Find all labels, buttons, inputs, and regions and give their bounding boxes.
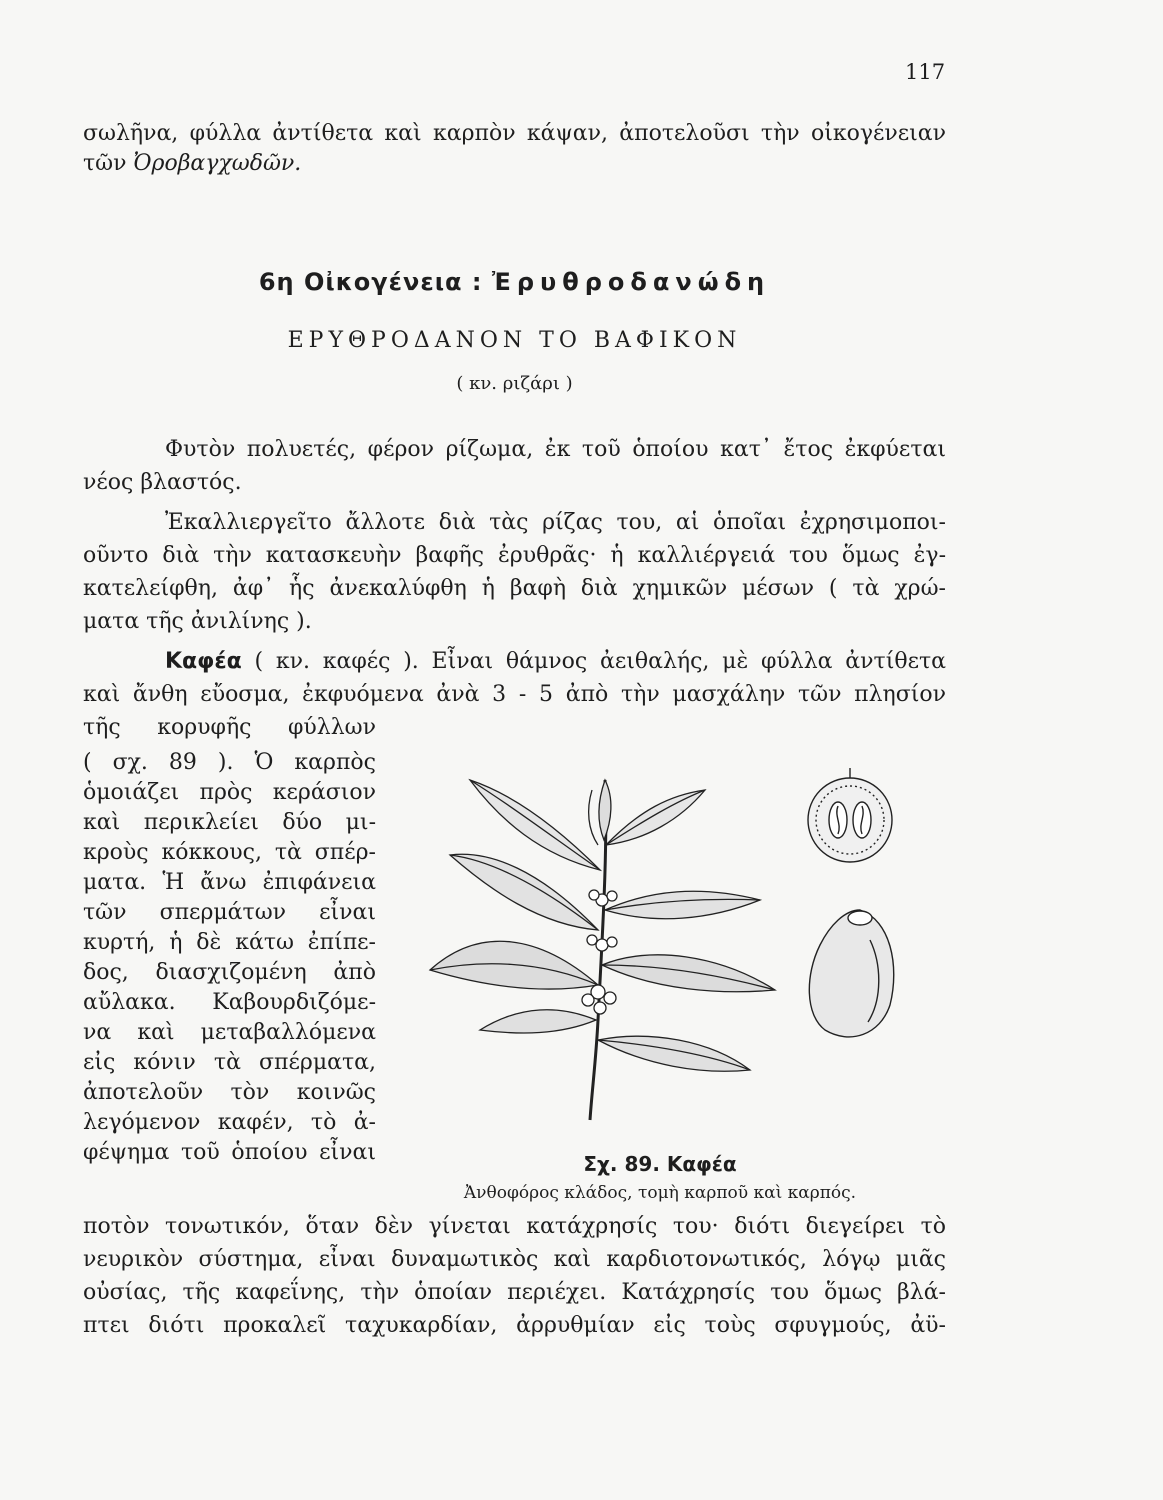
column-line: ( σχ. 89 ). Ὁ καρπὸς — [83, 750, 376, 775]
column-line: ματα. Ἡ ἄνω ἐπιφάνεια — [83, 870, 376, 895]
page-number: 117 — [905, 60, 946, 84]
column-line: καὶ περικλείει δύο μι- — [83, 810, 376, 835]
closing-line-2: νευρικὸν σύστημα, εἶναι δυναμωτικὸς καὶ καρδιοτονωτικός, λόγῳ μιᾶς — [83, 1247, 946, 1272]
paragraph3-line-1-rest: ( κν. καφές ). Εἶναι θάμνος ἀειθαλής, μὲ φύλλα ἀντίθετα — [241, 649, 946, 674]
column-line: φέψημα τοῦ ὁποίου εἶναι — [83, 1140, 376, 1165]
column-line: να καὶ μεταβαλλόμενα — [83, 1020, 376, 1045]
paragraph1-line-1: Φυτὸν πολυετές, φέρον ρίζωμα, ἐκ τοῦ ὁποίου κατ᾽ ἔτος ἐκφύεται — [165, 437, 946, 462]
coffee-term: Καφέα — [165, 649, 242, 674]
intro-line-1: σωλῆνα, φύλλα ἀντίθετα καὶ καρπὸν κάψαν, ἀποτελοῦσι τὴν οἰκογένειαν — [83, 121, 946, 146]
column-line: αὔλακα. Καβουρδιζόμε- — [83, 990, 376, 1015]
column-line: εἰς κόνιν τὰ σπέρματα, — [83, 1050, 376, 1075]
paragraph2-line-3: κατελείφθη, ἀφ᾽ ἧς ἀνεκαλύφθη ἡ βαφὴ διὰ χημικῶν μέσων ( τὰ χρώ- — [83, 576, 946, 601]
intro-line-2-start: τῶν — [83, 151, 134, 176]
column-line: κυρτή, ἡ δὲ κάτω ἐπίπε- — [83, 930, 376, 955]
paragraph3-line-2: καὶ ἄνθη εὔοσμα, ἐκφυόμενα ἀνὰ 3 - 5 ἀπὸ τὴν μασχάλην τῶν πλησίον — [83, 682, 946, 707]
column-line: κροὺς κόκκους, τὰ σπέρ- — [83, 840, 376, 865]
figure-caption-text: Ἀνθοφόρος κλάδος, τομὴ καρποῦ καὶ καρπός. — [463, 1183, 857, 1203]
family-heading-name: Ἐρυθροδανώδη — [491, 268, 771, 296]
closing-line-4: πτει διότι προκαλεῖ ταχυκαρδίαν, ἀρρυθμίαν εἰς τοὺς σφυγμούς, ἀϋ- — [83, 1313, 946, 1338]
paragraph2-line-1: Ἐκαλλιεργεῖτο ἄλλοτε διὰ τὰς ρίζας του, αἱ ὁποῖαι ἐχρησιμοποι- — [165, 510, 946, 535]
column-line: λεγόμενον καφέν, τὸ ἀ- — [83, 1110, 376, 1135]
column-line: δος, διασχιζομένη ἀπὸ — [83, 960, 376, 985]
figure-caption-title: Σχ. 89. Καφέα — [583, 1152, 737, 1176]
paragraph2-line-4: ματα τῆς ἀνιλίνης ). — [83, 609, 312, 634]
column-line: τῶν σπερμάτων εἶναι — [83, 900, 376, 925]
paragraph2-line-2: οῦντο διὰ τὴν κατασκευὴν βαφῆς ἐρυθρᾶς· ἡ καλλιέργειά του ὅμως ἐγ- — [83, 543, 946, 568]
paragraph3-line-1 — [83, 647, 946, 677]
coffee-branch-illustration — [420, 760, 940, 1130]
family-heading — [83, 268, 946, 296]
family-name-italic: Ὀροβαγχωδῶν. — [133, 151, 302, 176]
family-heading-prefix: 6η Οἰκογένεια : — [258, 268, 492, 296]
paragraph1-line-2: νέος βλαστός. — [83, 470, 242, 495]
column-line: ἀποτελοῦν τὸν κοινῶς — [83, 1080, 376, 1105]
paragraph3-line-3: τῆς κορυφῆς φύλλων — [83, 715, 376, 740]
species-heading: ΕΡΥΘΡΟΔΑΝΟΝ ΤΟ ΒΑΦΙΚΟΝ — [287, 328, 742, 353]
column-line: ὁμοιάζει πρὸς κεράσιον — [83, 780, 376, 805]
closing-line-3: οὐσίας, τῆς καφεΐνης, τὴν ὁποίαν περιέχει. Κατάχρησίς του ὅμως βλά- — [83, 1280, 946, 1305]
common-name: ( κν. ριζάρι ) — [456, 373, 573, 394]
intro-line-2 — [83, 149, 946, 179]
closing-line-1: ποτὸν τονωτικόν, ὅταν δὲν γίνεται κατάχρησίς του· διότι διεγείρει τὸ — [83, 1214, 946, 1239]
